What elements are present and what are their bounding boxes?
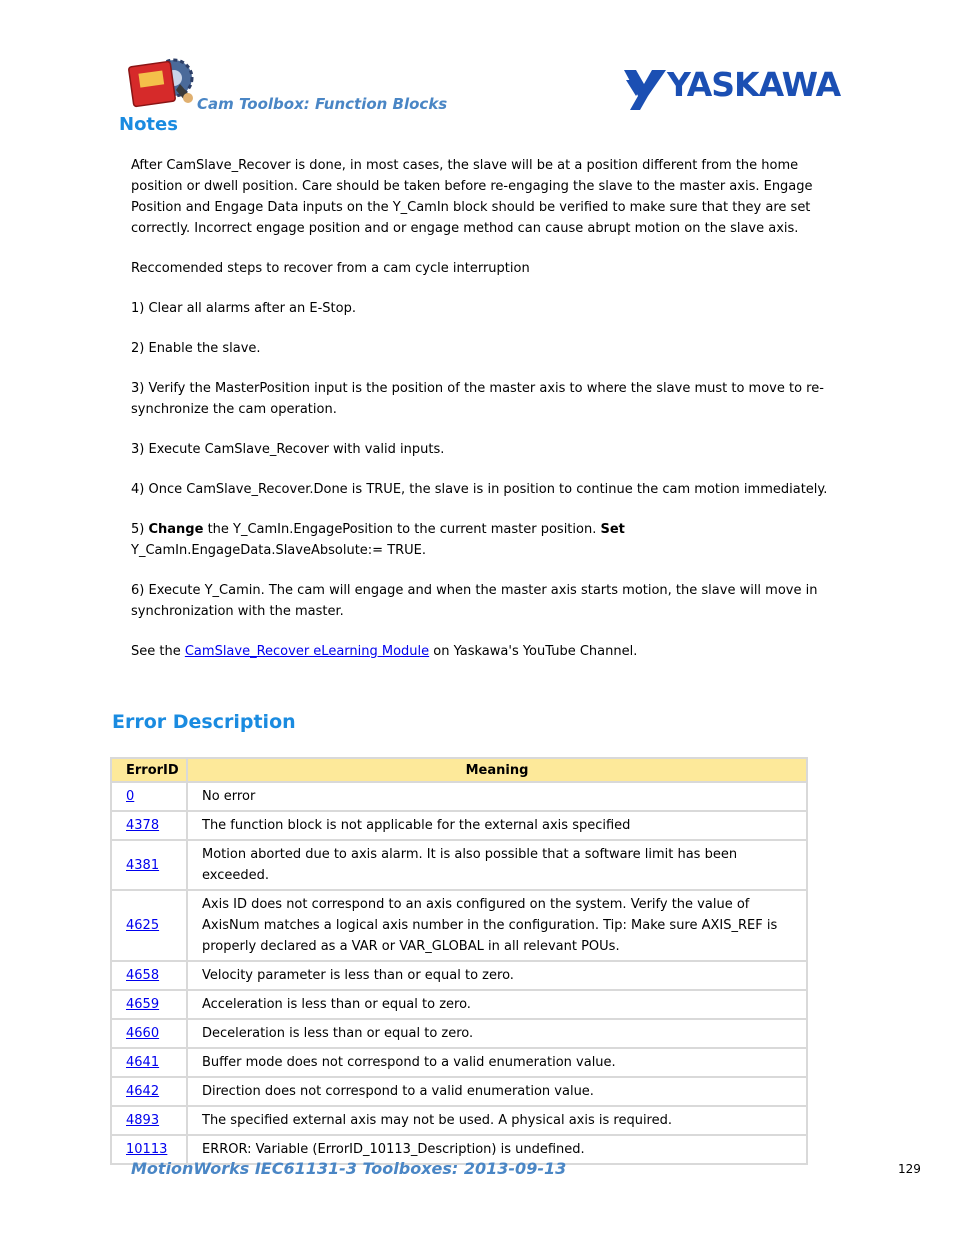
error-table-body	[112, 783, 806, 1163]
error-id-cell	[112, 1049, 186, 1076]
page-number: 129	[898, 1162, 921, 1176]
error-id-link[interactable]: 4381	[126, 857, 160, 873]
error-id-cell	[112, 962, 186, 989]
error-meaning-cell: Deceleration is less than or equal to zero.	[188, 1020, 806, 1047]
error-meaning-cell: Motion aborted due to axis alarm. It is also possible that a software limit has been exceeded.	[188, 841, 806, 889]
error-id-cell	[112, 841, 186, 889]
error-meaning-cell: Direction does not correspond to a valid enumeration value.	[188, 1078, 806, 1105]
error-id-link[interactable]: 4658	[126, 968, 160, 983]
table-row	[112, 1107, 806, 1134]
header-title: Cam Toolbox: Function Blocks	[197, 95, 448, 113]
table-row	[112, 841, 806, 889]
elearning-module-link[interactable]: CamSlave_Recover eLearning Module	[184, 644, 430, 659]
notes-step: 2) Enable the slave.	[131, 341, 261, 356]
step-bold-change: Change	[148, 522, 204, 537]
notes-body	[131, 155, 841, 681]
error-meaning-cell: ERROR: Variable (ErrorID_10113_Description) is undefined.	[188, 1136, 806, 1163]
table-row	[112, 1020, 806, 1047]
table-row	[112, 962, 806, 989]
notes-step: 3) Verify the MasterPosition input is the position of the master axis to where the slave must to move to re-synchronize the cam operation.	[131, 381, 824, 417]
error-id-link[interactable]: 4641	[126, 1055, 160, 1070]
error-id-link[interactable]: 0	[126, 789, 135, 804]
notes-step: 6) Execute Y_Camin. The cam will engage and when the master axis starts motion, the slave will move in synchronization with the master.	[131, 583, 818, 619]
notes-see-also	[131, 641, 841, 662]
error-meaning-cell: The function block is not applicable for the external axis specified	[188, 812, 806, 839]
table-row	[112, 783, 806, 810]
notes-step: 4) Once CamSlave_Recover.Done is TRUE, the slave is in position to continue the cam motion immediately.	[131, 482, 828, 497]
step-bold-set: Set	[600, 522, 625, 537]
table-row	[112, 812, 806, 839]
error-id-cell	[112, 1107, 186, 1134]
error-table-header-row	[112, 759, 806, 781]
error-table	[110, 757, 808, 1165]
notes-step: 1) Clear all alarms after an E-Stop.	[131, 301, 356, 316]
brand-name: YASKAWA	[667, 65, 841, 104]
yaskawa-symbol-icon	[622, 66, 668, 112]
error-id-cell	[112, 812, 186, 839]
error-id-link[interactable]: 4660	[126, 1026, 160, 1041]
footer-title: MotionWorks IEC61131-3 Toolboxes: 2013-09-13	[131, 1159, 567, 1178]
error-id-cell	[112, 891, 186, 960]
table-row	[112, 1049, 806, 1076]
error-meaning-cell: Acceleration is less than or equal to zero.	[188, 991, 806, 1018]
notes-step: 3) Execute CamSlave_Recover with valid inputs.	[131, 442, 445, 457]
error-id-cell	[112, 783, 186, 810]
see-suffix: on Yaskawa's YouTube Channel.	[429, 644, 638, 659]
error-id-link[interactable]: 4893	[126, 1113, 160, 1128]
error-meaning-cell: Axis ID does not correspond to an axis configured on the system. Verify the value of AxisNum matches a logical axis number in the configuration. Tip: Make sure AXIS_REF is properly declared as a VAR or VAR_GLOBAL in all relevant POUs.	[188, 891, 806, 960]
error-id-cell	[112, 991, 186, 1018]
error-meaning-cell: No error	[188, 783, 806, 810]
table-row	[112, 991, 806, 1018]
error-id-link[interactable]: 4625	[126, 918, 160, 933]
step-prefix: 5)	[131, 522, 149, 537]
column-header-meaning: Meaning	[188, 759, 806, 781]
error-id-cell	[112, 1078, 186, 1105]
column-header-errorid: ErrorID	[112, 759, 186, 781]
error-meaning-cell: Velocity parameter is less than or equal to zero.	[188, 962, 806, 989]
error-id-cell	[112, 1020, 186, 1047]
step-mid: the Y_CamIn.EngagePosition to the current master position.	[203, 522, 601, 537]
see-prefix: See the	[131, 644, 185, 659]
table-row	[112, 1078, 806, 1105]
error-id-link[interactable]: 10113	[126, 1142, 168, 1157]
table-row	[112, 891, 806, 960]
error-description-heading: Error Description	[112, 711, 296, 733]
notes-step	[131, 519, 841, 561]
notes-paragraph: After CamSlave_Recover is done, in most cases, the slave will be at a position different from the home position or dwell position. Care should be taken before re-engaging the slave to the master axis. Engage Position and Engage Data inputs on the Y_CamIn block should be verified to make sure that they are set correctly. Incorrect engage position and or engage method can cause abrupt motion on the slave axis.	[131, 158, 813, 236]
error-meaning-cell: Buffer mode does not correspond to a valid enumeration value.	[188, 1049, 806, 1076]
error-id-link[interactable]: 4642	[126, 1084, 160, 1099]
notes-paragraph: Reccomended steps to recover from a cam cycle interruption	[131, 261, 530, 276]
yaskawa-brand-logo	[622, 66, 844, 112]
notes-heading: Notes	[119, 114, 178, 135]
cam-toolbox-logo-icon	[128, 54, 200, 110]
error-id-link[interactable]: 4659	[126, 997, 160, 1012]
step-suffix: Y_CamIn.EngageData.SlaveAbsolute:= TRUE.	[131, 543, 427, 558]
error-id-link[interactable]: 4378	[126, 818, 160, 833]
error-meaning-cell: The specified external axis may not be used. A physical axis is required.	[188, 1107, 806, 1134]
